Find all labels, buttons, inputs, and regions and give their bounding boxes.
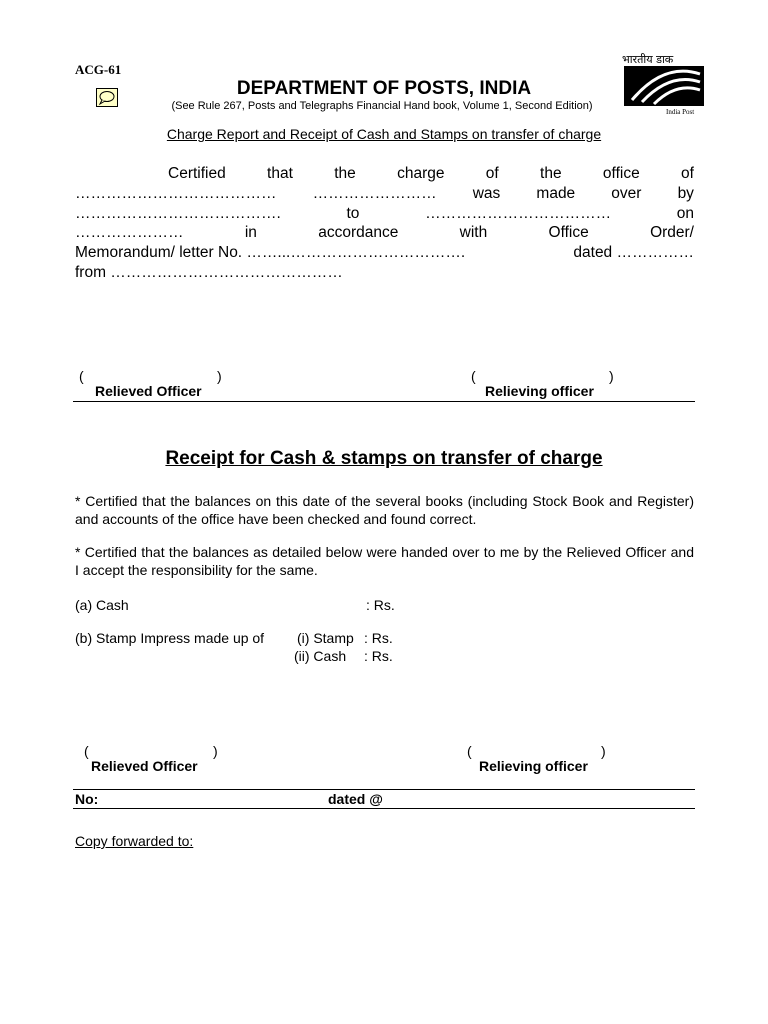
- close-paren-right: ): [609, 368, 614, 384]
- divider-bottom-lower: [73, 808, 695, 809]
- no-label: No:: [75, 791, 99, 807]
- certificate-word: Certified: [168, 165, 226, 182]
- certificate-word: with: [459, 224, 488, 242]
- certificate-paragraph: [75, 164, 694, 283]
- relieving-officer-label-bottom: Relieving officer: [479, 758, 588, 774]
- divider-top: [73, 401, 695, 402]
- cash-sub-label: (ii) Cash: [294, 648, 347, 664]
- certificate-word: by: [677, 184, 694, 202]
- certificate-word: Memorandum/ letter No. ……...…………………………….: [75, 244, 466, 262]
- relieving-officer-label: Relieving officer: [485, 383, 594, 399]
- open-paren-right-bottom: (: [467, 743, 472, 759]
- stamp-sub-label: (i) Stamp: [297, 630, 354, 646]
- close-paren-right-bottom: ): [601, 743, 606, 759]
- certificate-word: charge: [397, 165, 445, 182]
- relieved-officer-label-bottom: Relieved Officer: [91, 758, 198, 774]
- certificate-word: was: [472, 184, 501, 202]
- certificate-word: …………………: [75, 224, 184, 242]
- certificate-line: [75, 164, 694, 184]
- logo-hindi-text: भारतीय डाक: [622, 53, 674, 66]
- close-paren-left-bottom: ): [213, 743, 218, 759]
- certificate-word: office: [602, 165, 640, 182]
- certificate-word: ………………………………: [425, 204, 612, 222]
- form-code: ACG-61: [75, 62, 122, 77]
- certificate-word: ……………………: [312, 184, 437, 202]
- dated-label: dated @: [328, 791, 383, 807]
- certificate-line: [75, 204, 694, 224]
- certificate-word: Order/: [650, 224, 694, 242]
- relieved-officer-label: Relieved Officer: [95, 383, 202, 399]
- stamp-impress-label: (b) Stamp Impress made up of: [75, 630, 265, 646]
- receipt-title: Receipt for Cash & stamps on transfer of charge: [165, 448, 603, 469]
- certificate-word: ………………………………….: [75, 204, 281, 222]
- divider-bottom-upper: [73, 789, 695, 790]
- certificate-line: [75, 263, 694, 283]
- certification-balances: * Certified that the balances on this date of the several books (including Stock Book and Register) and accounts of the office have been checked and found correct.: [75, 493, 694, 527]
- certificate-word: …………………………………: [75, 184, 277, 202]
- certificate-line: [75, 184, 694, 204]
- certificate-word: the: [334, 165, 356, 182]
- certificate-word: to: [346, 204, 360, 222]
- open-paren-left: (: [79, 368, 84, 384]
- certificate-word: in: [244, 224, 257, 242]
- certificate-word: of: [681, 165, 694, 182]
- certificate-word: over: [611, 184, 642, 202]
- report-title: Charge Report and Receipt of Cash and Stamps on transfer of charge: [166, 126, 602, 142]
- cash-label: (a) Cash: [75, 597, 129, 613]
- certificate-word: on: [676, 204, 694, 222]
- copy-forwarded-label: Copy forwarded to:: [75, 833, 194, 849]
- open-paren-right: (: [471, 368, 476, 384]
- close-paren-left: ): [217, 368, 222, 384]
- certificate-word: of: [485, 165, 499, 182]
- certification-handover: * Certified that the balances as detailed below were handed over to me by the Relieved Officer and I accept the responsibility for the same.: [75, 544, 694, 578]
- certificate-word: dated ……………: [573, 244, 694, 262]
- stamp-sub-value: : Rs.: [364, 630, 393, 646]
- rule-reference: (See Rule 267, Posts and Telegraphs Financial Hand book, Volume 1, Second Edition): [171, 100, 593, 112]
- certificate-word: accordance: [318, 224, 399, 242]
- certificate-word: that: [267, 165, 293, 182]
- open-paren-left-bottom: (: [84, 743, 89, 759]
- certificate-word: made: [536, 184, 576, 202]
- certificate-word: from ………………………………………: [75, 263, 343, 281]
- certificate-line: [75, 243, 694, 263]
- cash-value: : Rs.: [366, 597, 395, 613]
- department-title: DEPARTMENT OF POSTS, INDIA: [236, 78, 532, 99]
- logo-english-text: India Post: [666, 108, 695, 116]
- certificate-line: [75, 223, 694, 243]
- certificate-word: Office: [548, 224, 589, 242]
- certificate-word: the: [540, 165, 562, 182]
- cash-sub-value: : Rs.: [364, 648, 393, 664]
